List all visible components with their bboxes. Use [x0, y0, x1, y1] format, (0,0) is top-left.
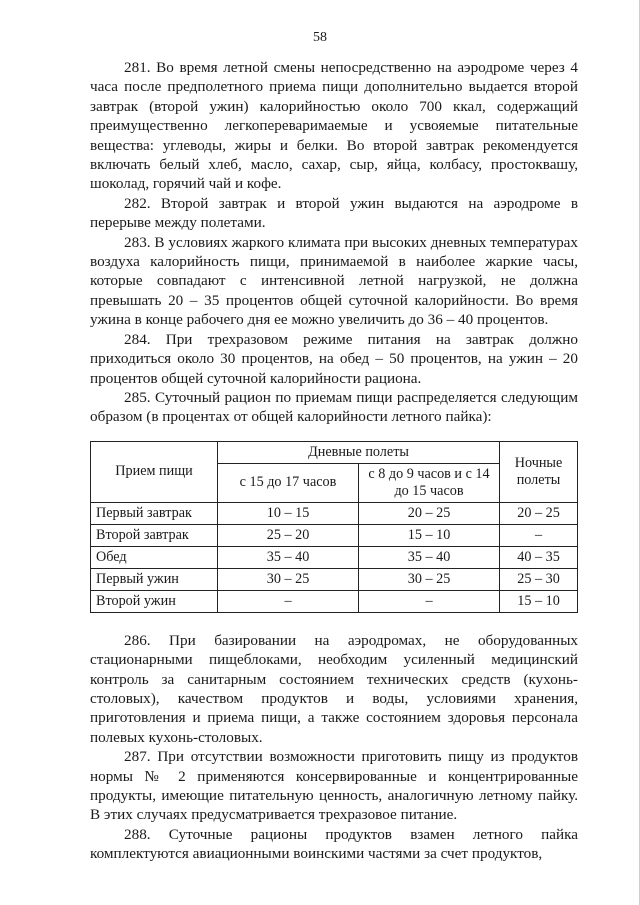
header-meal: Прием пищи: [91, 441, 218, 502]
table-row: [91, 524, 578, 546]
table-cell: –: [218, 590, 359, 612]
table-cell: 15 – 10: [359, 524, 500, 546]
table-cell: 20 – 25: [359, 502, 500, 524]
header-night-flights: Ночные полеты: [500, 441, 578, 502]
table-row: [91, 502, 578, 524]
table-spacer: [90, 613, 578, 631]
table-cell: 30 – 25: [218, 568, 359, 590]
header-day-flights: Дневные полеты: [218, 441, 500, 463]
table-cell: 40 – 35: [500, 546, 578, 568]
paragraph-288: 288. Суточные рационы продуктов взамен летного пайка комплектуются авиационными воинскими частями за счет продуктов,: [90, 825, 578, 863]
table-cell-meal: Первый завтрак: [91, 502, 218, 524]
paragraph-283: 283. В условиях жаркого климата при высоких дневных температурах воздуха калорийность пищи, принимаемой в наиболее жаркие часы, которые совпадают с интенсивной летной нагрузкой, не должна превышать 20 – 35 процентов общей суточной калорийности. Во время ужина в конце рабочего дня ее можно увеличить до 36 – 40 процентов.: [90, 233, 578, 329]
table-row: [91, 568, 578, 590]
paragraph-287: 287. При отсутствии возможности приготовить пищу из продуктов нормы № 2 применяются консервированные и концентрированные продукты, имеющие питательную ценность, аналогичную летному пайку. В этих случаях предусматривается трехразовое питание.: [90, 748, 578, 824]
paragraph-284: 284. При трехразовом режиме питания на завтрак должно приходиться около 30 процентов, на обед – 50 процентов, на ужин – 20 процентов общей суточной калорийности рациона.: [90, 330, 578, 387]
page-number: 58: [313, 30, 327, 45]
table-cell: 25 – 20: [218, 524, 359, 546]
table-cell-meal: Первый ужин: [91, 568, 218, 590]
table-cell: 20 – 25: [500, 502, 578, 524]
paragraph-285: 285. Суточный рацион по приемам пищи распределяется следующим образом (в процентах от общей калорийности летного пайка):: [90, 388, 578, 426]
table-cell: 35 – 40: [218, 546, 359, 568]
paragraph-286: 286. При базировании на аэродромах, не оборудованных стационарными пищеблоками, необходим усиленный медицинский контроль за санитарным состоянием технических средств (кухонь-столовых), качеством продуктов и воды, условиями хранения, приготовления и приема пищи, а также состоянием здоровья персонала полевых кухонь-столовых.: [90, 631, 578, 746]
table-row: [91, 590, 578, 612]
page-content: [90, 58, 578, 864]
table-cell: –: [359, 590, 500, 612]
header-day-col1: с 15 до 17 часов: [218, 463, 359, 502]
table-cell-meal: Второй завтрак: [91, 524, 218, 546]
ration-table: [90, 441, 578, 613]
table-row: [91, 546, 578, 568]
table-cell: 10 – 15: [218, 502, 359, 524]
paragraph-282: 282. Второй завтрак и второй ужин выдаются на аэродроме в перерыве между полетами.: [90, 194, 578, 232]
table-cell: –: [500, 524, 578, 546]
table-header-row: [91, 441, 578, 463]
paragraph-281: 281. Во время летной смены непосредственно на аэродроме через 4 часа после предполетного приема пищи дополнительно выдается второй завтрак (второй ужин) калорийностью около 700 ккал, содержащий преимущественно легкопереваримаемые и усвояемые питательные вещества: углеводы, жиры и белки. Во второй завтрак рекомендуется включать белый хлеб, масло, сахар, сыр, яйца, колбасу, простоквашу, шоколад, горячий чай и кофе.: [90, 59, 578, 193]
table-cell: 15 – 10: [500, 590, 578, 612]
header-day-col2: с 8 до 9 часов и с 14 до 15 часов: [359, 463, 500, 502]
table-cell-meal: Второй ужин: [91, 590, 218, 612]
table-cell-meal: Обед: [91, 546, 218, 568]
table-cell: 30 – 25: [359, 568, 500, 590]
table-cell: 25 – 30: [500, 568, 578, 590]
table-cell: 35 – 40: [359, 546, 500, 568]
